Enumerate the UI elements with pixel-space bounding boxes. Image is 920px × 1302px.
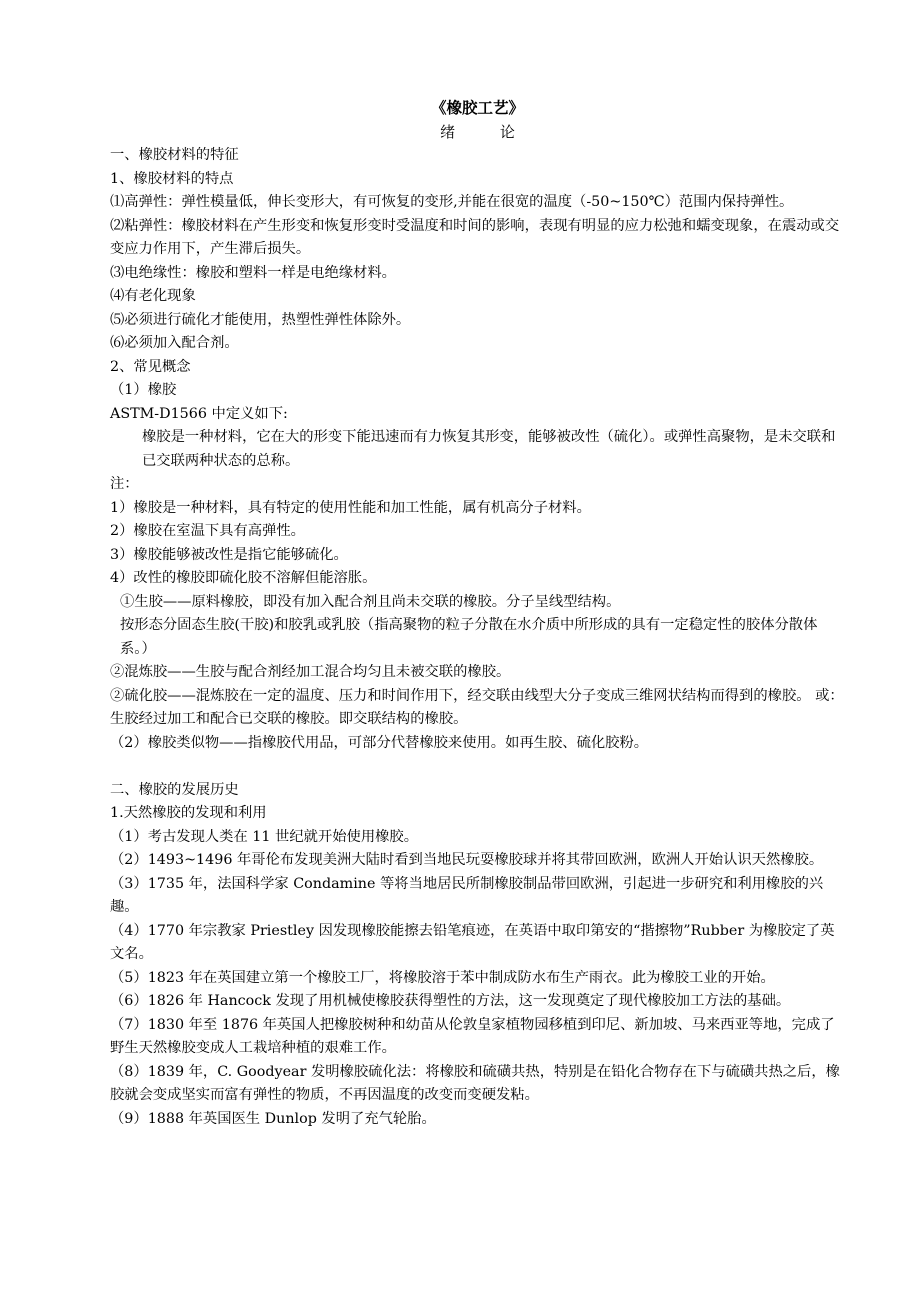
- definition-paragraph: 橡胶是一种材料，它在大的形变下能迅速而有力恢复其形变，能够被改性（硫化）。或弹性高聚物，是未交联和已交联两种状态的总称。: [142, 429, 836, 469]
- list-item: 3）橡胶能够被改性是指它能够硫化。: [110, 546, 348, 563]
- note-label: 注：: [110, 476, 139, 492]
- subsection-heading: 1.天然橡胶的发现和利用: [110, 805, 267, 821]
- paragraph: （2）橡胶类似物——指橡胶代用品，可部分代替橡胶来使用。如再生胶、硫化胶粉。: [110, 734, 649, 751]
- list-item: ⑴高弹性：弹性模量低，伸长变形大，有可恢复的变形,并能在很宽的温度（-50~150℃）范围内保持弹性。: [110, 194, 794, 210]
- list-item: ⑷有老化现象: [110, 288, 196, 304]
- section-heading: 二、橡胶的发展历史: [110, 781, 239, 798]
- definition-item: ②硫化胶——混炼胶在一定的温度、压力和时间作用下，经交联由线型大分子变成三维网状结构而得到的橡胶。 或：生胶经过加工和配合已交联的橡胶。即交联结构的橡胶。: [110, 687, 844, 727]
- history-item: （3）1735 年，法国科学家 Condamine 等将当地居民所制橡胶制品带回欧洲，引起进一步研究和利用橡胶的兴趣。: [110, 875, 824, 915]
- list-item: ⑸必须进行硫化才能使用，热塑性弹性体除外。: [110, 311, 411, 328]
- spacer: [110, 755, 845, 779]
- subsection-heading: 2、常见概念: [110, 358, 191, 375]
- document-title: 《橡胶工艺》: [430, 98, 524, 117]
- history-item: （6）1826 年 Hancock 发现了用机械使橡胶获得塑性的方法，这一发现奠定了现代橡胶加工方法的基础。: [110, 993, 791, 1009]
- history-item: （4）1770 年宗教家 Priestley 因发现橡胶能擦去铅笔痕迹，在英语中取印第安的“揩擦物”Rubber 为橡胶定了英文名。: [110, 922, 835, 962]
- history-item: （9）1888 年英国医生 Dunlop 发明了充气轮胎。: [110, 1110, 436, 1127]
- list-item: ⑹必须加入配合剂。: [110, 335, 239, 351]
- section-heading: 一、橡胶材料的特征: [110, 147, 239, 163]
- document-subtitle: 绪 论: [440, 123, 535, 141]
- list-item: 2）橡胶在室温下具有高弹性。: [110, 523, 305, 539]
- history-item: （2）1493~1496 年哥伦布发现美洲大陆时看到当地民玩耍橡胶球并将其带回欧洲，欧洲人开始认识天然橡胶。: [110, 852, 824, 868]
- definition-item: ②混炼胶——生胶与配合剂经加工混合均匀且未被交联的橡胶。: [110, 664, 511, 680]
- list-item: 4）改性的橡胶即硫化胶不溶解但能溶胀。: [110, 570, 377, 586]
- history-item: （1）考古发现人类在 11 世纪就开始使用橡胶。: [110, 828, 419, 845]
- paragraph: ASTM-D1566 中定义如下:: [110, 405, 288, 422]
- list-item: 1）橡胶是一种材料，具有特定的使用性能和加工性能，属有机高分子材料。: [110, 499, 591, 516]
- paragraph: 按形态分固态生胶(干胶)和胶乳或乳胶（指高聚物的粒子分散在水介质中所形成的具有一定稳定性的胶体分散体系。）: [120, 617, 818, 657]
- paragraph: （1）橡胶: [110, 382, 177, 398]
- list-item: ⑵粘弹性：橡胶材料在产生形变和恢复形变时受温度和时间的影响，表现有明显的应力松弛和蠕变现象，在震动或交变应力作用下，产生滞后损失。: [110, 217, 840, 257]
- list-item: ⑶电绝缘性：橡胶和塑料一样是电绝缘材料。: [110, 264, 396, 281]
- definition-item: ①生胶——原料橡胶，即没有加入配合剂且尚未交联的橡胶。分子呈线型结构。: [120, 593, 621, 610]
- history-item: （8）1839 年，C. Goodyear 发明橡胶硫化法：将橡胶和硫磺共热，特别是在铅化合物存在下与硫磺共热之后，橡胶就会变成坚实而富有弹性的物质，不再因温度的改变而变硬发粘。: [110, 1063, 840, 1103]
- history-item: （5）1823 年在英国建立第一个橡胶工厂，将橡胶溶于苯中制成防水布生产雨衣。此为橡胶工业的开始。: [110, 969, 775, 986]
- document-page: [110, 96, 845, 1131]
- subsection-heading: 1、橡胶材料的特点: [110, 170, 234, 187]
- history-item: （7）1830 年至 1876 年英国人把橡胶树种和幼苗从伦敦皇家植物园移植到印尼、新加坡、马来西亚等地，完成了野生天然橡胶变成人工栽培种植的艰难工作。: [110, 1016, 835, 1056]
